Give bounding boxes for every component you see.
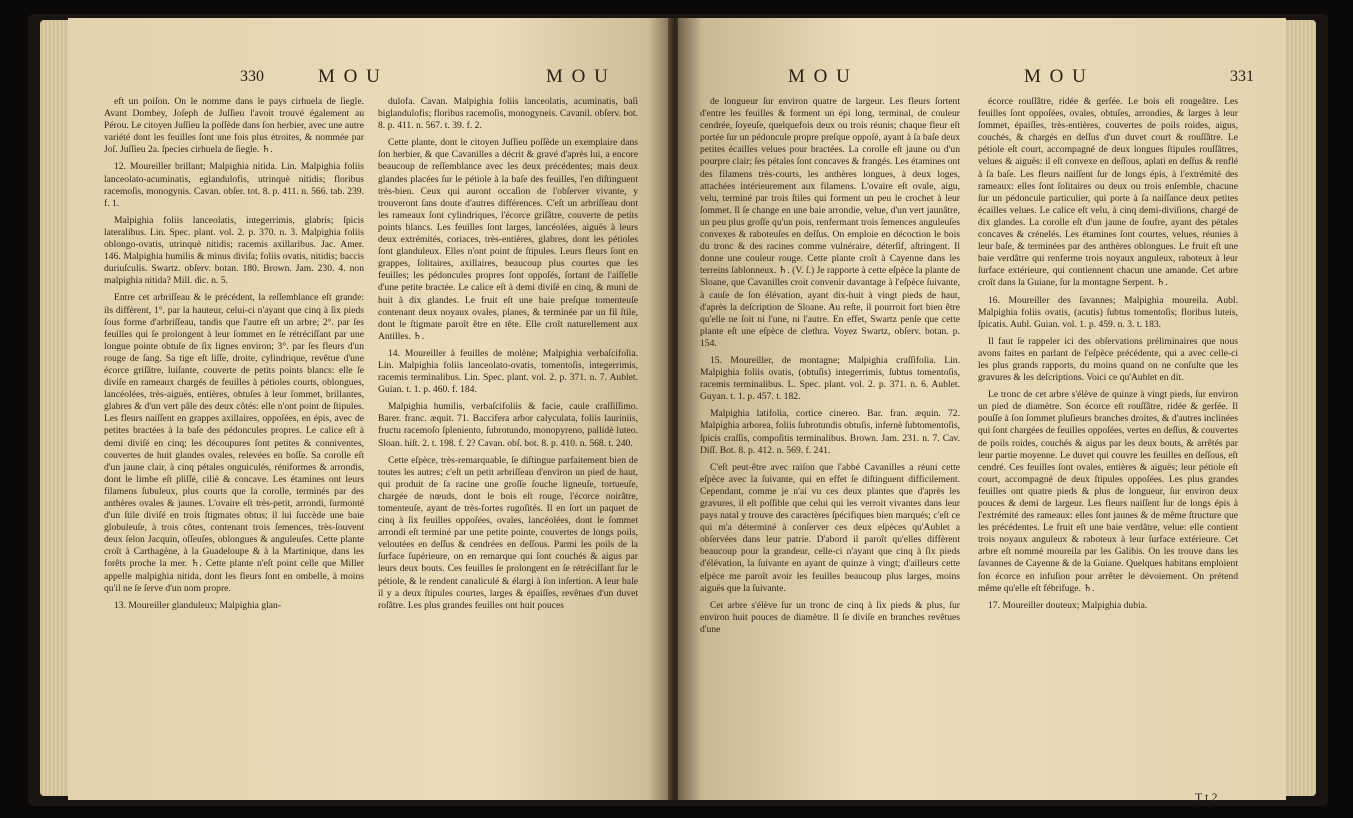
paragraph: C'eſt peut-être avec raiſon que l'abbé Cavanilles a réuni cette eſpèce avec la ſuivante, qui en effet ſe diſtinguent difficilement. Cependant, comme je n'ai vu ces deux plantes que d'après les gravures, il eſt poſſible que celui qui les verroit vivantes dans leur pays natal y trouve des caractères ſpécifiques bien marqués; c'eſt ce qui m'a déterminé à conſerver ces deux eſpèces qu'Aublet a obſervées dans leur patrie. D'abord il paroît qu'elles diffèrent beaucoup pour la grandeur, celle-ci n'ayant que cinq à ſix pieds d'élévation, la ſuivante en ayant de quinze à vingt; d'ailleurs cette eſpèce me paroît avoir les feuilles beaucoup plus larges, moins aiguës que la ſuivante. (700, 461, 960, 594)
entry-14: 14. Moureiller à feuilles de molène; Malpighia verbaſcifolia. Lin. Malpighia foliis lanceolato-ovatis, tomentoſis, integerrimis, racemis terminalibus. Lin. Spec. plant. vol. 2. p. 371. n. 7. Aublet. Guian. t. 1. p. 460. f. 184. (378, 347, 638, 396)
right-header-col2: M O U (1024, 66, 1088, 87)
left-page-number: 330 (240, 68, 264, 85)
left-column-1 (104, 96, 364, 786)
paragraph: Malpighia humilis, verbaſcifoliis & facie, caule craſſiſſimo. Barer. franc. æquit. 71. Baccifera arbor calyculata, foliis lauriniis, fructu racemoſo ſpleniento, ſubrotundo, monopyreno, pallidè luteo. Sloan. hiſt. 2. t. 198. f. 2? Cavan. obſ. bot. 8. p. 410. n. 568. t. 240. (378, 401, 638, 449)
right-page (678, 18, 1286, 800)
paragraph: Le tronc de cet arbre s'élève de quinze à vingt pieds, ſur environ un pied de diamètre. Son écorce eſt rouſſâtre, ridée & gerſée. Il pouſſe à ſon ſommet pluſieurs branches droites, & d'autres inclinées qui ſont chargées de feuilles oppoſées, vertes en deſſus, & couvertes de poils roides, couchés & aigus par les deux bouts, & arrêtés par leur partie moyenne. Le duvet qui couvre les feuilles en deſſous, eſt cendré. Ces feuilles ſont ovales, entières & aiguës; leur pétiole eſt court, accompagné de deux ſtipules oppoſées. Les plus grandes feuilles ont quatre pieds & plus de longueur, ſur environ deux pouces & demi de largeur. Les fleurs naiſſent ſur de longs épis à l'extrémité des rameaux: elles ſont jaunes & de même ſtructure que les précédentes. Le fruit eſt une baie verdâtre, velue: elle contient trois noyaux anguleux & raboteux à leur ſurface extérieure. Cet arbre eſt nommé moureila par les Galibis. On les trouve dans les ſavannes de Cayenne & de la Guiane. Quelques habitans emploient ſon écorce en infuſion pour arrêter le dévoiement. On prétend même qu'elle eſt fébrifuge. ♄. (978, 389, 1238, 594)
paragraph: Cette plante, dont le citoyen Juſſieu poſſède un exemplaire dans ſon herbier, & que Cavanilles a décrit & gravé d'après lui, a encore beaucoup de reſſemblance avec les deux précédentes; mais deux glandes placées ſur le pétiole à la baſe des feuilles, l'en diſtinguent très-bien. Ceux qui auront occaſion de l'obſerver vivante, y trouveront ſans doute d'autres différences. C'eſt un arbriſſeau dont les rameaux ſont cylindriques, l'écorce griſâtre, couverte de petits points blancs. Les feuilles ſont larges, lancéolées, aiguës à leurs deux extrémités, coriaces, très-entières, glabres, dont les pétioles ſont glanduleux. Elles n'ont point de ſtipules. Leurs fleurs ſont en grappes, ſolitaires, axillaires, beaucoup plus courtes que les feuilles; les pédoncules propres ſont oppoſés, ſortant de l'aiſſelle d'une petite bractée. Le calice eſt à demi diviſé en cinq, & muni de huit à dix glandes. Le fruit eſt une baie preſque tomenteuſe contenant deux noyaux ovales, planes, & terminée par un fil ſtile, dont le ſtigmate paroît être en tête. Elle croît naturellement aux Antilles. ♄. (378, 137, 638, 342)
left-page (68, 18, 672, 800)
right-column-2 (978, 96, 1238, 786)
paragraph: Entre cet arbriſſeau & le précédent, la reſſemblance eſt grande: ils diffèrent, 1°. par la hauteur, celui-ci n'ayant que cinq à ſix pieds ſous forme d'arbriſſeau, tandis que l'autre eſt un arbre; 2°. par ſes feuilles qui ſe prolongent à leur ſommet en ſe rétréciſſant par une longue pointe obtuſe de ſix lignes environ; 3°. par ſes fleurs d'un rouge de ſang. Sa tige eſt liſſe, droite, cylindrique, revêtue d'une écorce griſâtre, luiſante, couverte de petits points blancs: elle ſe diviſe en rameaux chargés de feuilles à pétioles courts, oblongues, lancéolées, très-aiguës, entières, obtuſes à leur ſommet, brillantes, glabres & d'un vert pâle des deux côtés: elle n'ont point de ſtipules. Les fleurs naiſſent en grappes axillaires, oppoſées, en épis, avec de petites bractées à la baſe des pédoncules propres. Le calice eſt à demi diviſé en cinq; les découpures ſont petites & conniventes, couvertes de huit glandes ovales, relevées en boſſe. Sa corolle eſt d'un jaune clair, à cinq pétales onguiculés, réniformes & arrondis, dont le limbe eſt pliſſé, cilié & concave. Les étamines ont leurs filamens ſubuleux, plus courts que la corolle, terminés par des anthères ovales & jaunes. L'ovaire eſt très-petit, arrondi, ſurmonté d'un ſtile diviſé en trois ſtigmates obtus; il lui ſuccède une baie globuleuſe, à trois côtes, contenant trois ſemences, très-ſouvent deux ſelon Jacquin, oſſeuſes, oblongues & anguleuſes. Cette plante croît à Carthagène, à la Guadeloupe & à la Martinique, dans les forêts proche la mer. ♄. Cette plante n'eſt point celle que Miller appelle malpighia nitida, dont les fleurs ſont en ombelle, à moins qu'il ne ſe ſerve d'un nom propre. (104, 292, 364, 594)
paragraph: Malpighia foliis lanceolatis, integerrimis, glabris; ſpicis lateralibus. Lin. Spec. plant. vol. 2. p. 370. n. 3. Malpighia foliis oblongo-ovatis, utrinquè nitidis; racemis axillaribus. Jac. Amer. 146. Malpighia humilis & minus diviſa; foliis ovatis, nitidis; baccis duriuſculis. Swartz. obſerv. botan. 180. Brown. Jam. 230. 4. non malpighia nitida? Mill. dic. n. 5. (104, 214, 364, 287)
entry-16: 16. Moureiller des ſavannes; Malpighia moureila. Aubl. Malpighia foliis ovatis, (acutis) ſubtus tomentoſis; floribus luteis, ſpicatis. Aubl. Guian. vol. 1. p. 459. n. 3. t. 183. (978, 294, 1238, 330)
left-header-col2: M O U (546, 66, 610, 87)
entry-12: 12. Moureiller brillant; Malpighia nitida. Lin. Malpighia foliis lanceolato-acuminatis, eglandulofis, utrinquè nitidis; floribus racemoſis, monogynis. Cavan. obſer. tot. 8. p. 411. n. 566. tab. 239. f. 1. (104, 161, 364, 209)
entry-17: 17. Moureiller douteux; Malpighia dubia. (988, 599, 1148, 611)
right-page-stack-edge (1282, 20, 1316, 796)
entry-15: 15. Moureiller, de montagne; Malpighia craſſifolia. Lin. Malpighia foliis ovatis, (obtuſis) integerrimis, ſubtus tomentoſis, racemis terminalibus. L. Spec. plant. vol. 2. p. 371. n. 6. Aublet. Guyan. t. 1. p. 457. t. 182. (700, 354, 960, 403)
paragraph: Il faut ſe rappeler ici des obſervations préliminaires que nous avons faites en parlant de l'eſpèce précédente, qui a avec celle-ci les plus grands rapports, du moins quand on ne conſulte que les gravures & les deſcriptions. Voici ce qu'Aublet en dit. (978, 335, 1238, 384)
right-page-number: 331 (1230, 68, 1254, 85)
paragraph: dulofa. Cavan. Malpighia foliis lanceolatis, acuminatis, baſi biglandulofis; floribus racemoſis, monogyneis. Cavanil. obſerv. bot. 8. p. 411. n. 567. t. 39. f. 2. (378, 96, 638, 132)
paragraph: eft un poiſon. On le nomme dans le pays cirhuela de ſiegle. Avant Dombey, Joſeph de Juſſieu l'avoit trouvé également au Pérou. Le citoyen Juſſieu la poſſède dans ſon herbier, avec une autre variété dont les feuilles ſont une fois plus étroites, & nommée par Joſ. Juſſieu 2a. ſpecies cirhuela de ſiegle. ♄. (104, 96, 364, 156)
right-header-col1: M O U (788, 66, 852, 87)
paragraph: écorce rouſſâtre, ridée & gerſée. Le bois eſt rougeâtre. Les feuilles ſont oppoſées, ovales, obtuſes, arrondies, & larges à leur ſommet, épaiſſes, très-entières, couvertes de poils roides, aigus, couchés, & chargés en deſſus d'un duvet court & rouſſâtre. Le pétiole eſt court, accompagné de deux longues ſtipules rouſſâtres, velues & aiguës: il eſt convexe en deſſous, aplati en deſſus & renflé à ſa baſe. Les fleurs naiſſent ſur de longs épis, à l'extrémité des rameaux: elles ſont ſolitaires ou deux ou trois enſemble, chacune ſur un pédoncule particulier, qui porte à ſa naiſſance deux petites écailles velues. Le calice eſt velu, à cinq demi-diviſions, chargé de dix glandes. La corolle eſt d'un jaune de ſoufre, ayant des pétales concaves & crénelés. Les étamines ſont courtes, velues, réunies à leur baſe, & terminées par des anthères oblongues. Le fruit eſt une baie verdâtre qui renferme trois noyaux anguleux, raboteux à leur ſurface extérieure, qui contiennent chacun une amande. Cet arbre croît dans la Guiane, ſur la montagne Serpent. ♄. (978, 96, 1238, 289)
entry-13: 13. Moureiller glanduleux; Malpighia glan- (114, 599, 282, 611)
signature-mark: T t 2 (1195, 790, 1218, 804)
left-header-col1: M O U (318, 66, 382, 87)
paragraph: Cet arbre s'élève ſur un tronc de cinq à ſix pieds & plus, ſur environ huit pouces de diamètre. Il ſe diviſe en branches revêtues d'une (700, 599, 960, 635)
paragraph: de longueur ſur environ quatre de largeur. Les fleurs ſortent d'entre les feuilles & forment un épi long, terminal, de couleur cendrée, ſoyeuſe, quelquefois deux ou trois réunis; chaque fleur eſt portée ſur un pédoncule propre preſque oppoſé, ayant à ſa baſe deux petites écailles velues pour bractées. La corolle eſt jaune ou d'un pourpre clair; ſes pétales ſont concaves & frangés. Les étamines ont des filamens très-courts, les anthères longues, à deux loges, attachées intérieurement aux filamens. L'ovaire eſt ovale, aigu, velu, terminé par trois ſtiles qui forment un peu le crochet à leur ſommet. Il ſe change en une baie arrondie, velue, d'un vert jaunâtre, un peu plus groſſe qu'un pois, renfermant trois ſemences anguleuſes convexes & raboteuſes en deſſus. On emploie en décoction le bois du tronc & des racines comme vulnéraire, déterſif, aſtringent. Il donne une couleur rouge. Cette plante croît à Cayenne dans les terreins ſablonneux. ♄. (V. ſ.) Je rapporte à cette eſpèce la plante de Sloane, que Cavanilles croit convenir davantage à l'eſpèce ſuivante, à cauſe de ſon élévation, ayant dix-huit à vingt pieds de haut, d'après la deſcription de Sloane. Au reſte, il pourroit fort bien être qu'elle ne ſoit ni l'une, ni l'autre. En effet, Swartz penſe que cette plante eſt une eſpèce de clethra. Voyez Swartz, obſerv. botan. p. 154. (700, 96, 960, 349)
paragraph: Malpighia latifolia, cortice cinereo. Bar. fran. æquin. 72. Malpighia arborea, foliis ſubrotundis obtuſis, infernè ſubtomentoſis, ſpicis craſſis, compoſitis terminalibus. Brown. Jam. 231. n. 7. Cav. Diſſ. Bot. 8. p. 412. n. 569. f. 241. (700, 408, 960, 456)
paragraph: Cette eſpèce, très-remarquable, ſe diſtingue parfaitement bien de toutes les autres; c'eſt un petit arbriſſeau d'environ un pied de haut, qui produit de ſa racine une groſſe ſouche ligneuſe, tortueuſe, chargée de nœuds, dont le bois eſt rouge, l'écorce noirâtre, tomenteuſe, ayant de très-fortes rugoſités. Il en ſort un paquet de cinq à ſix feuilles oppoſées, ovales, lancéolées, dont le ſommet arrondi eſt terminé par une petite pointe, couvertes de longs poils, veloutées en deſſus & cendrées en deſſous. Parmi les poils de la ſurface ſupérieure, on en remarque qui ſont couchés & aigus par leurs deux bouts. Ces feuilles ſe prolongent en ſe rétréciſſant ſur le pétiole, & le rendent canaliculé & élargi à ſon inſertion. A leur baſe il y a deux ſtipules courtes, larges & épaiſſes, revêtues d'un duvet roſâtre. Les plus grandes feuilles ont huit pouces (378, 454, 638, 611)
right-column-1 (700, 96, 960, 786)
left-column-2 (378, 96, 638, 786)
